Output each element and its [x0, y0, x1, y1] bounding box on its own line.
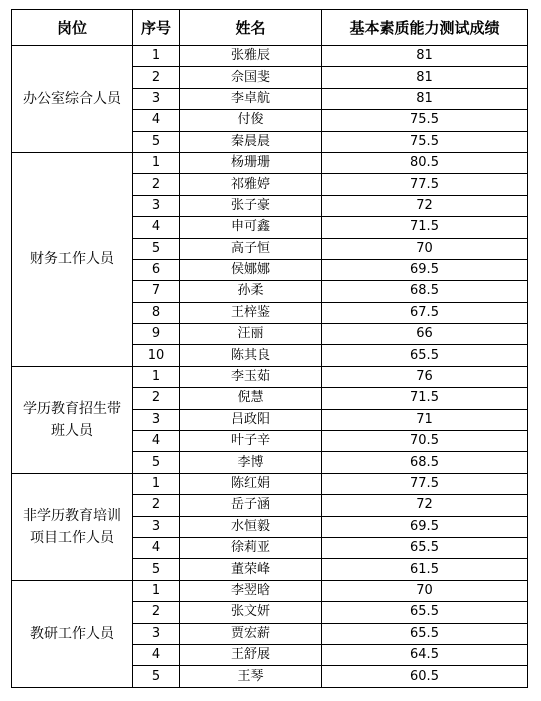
score-cell: 71 [322, 409, 528, 430]
header-seq: 序号 [133, 10, 180, 46]
position-cell: 非学历教育培训项目工作人员 [12, 473, 133, 580]
name-cell: 岳子涵 [180, 495, 322, 516]
position-cell: 学历教育招生带班人员 [12, 366, 133, 473]
score-cell: 68.5 [322, 281, 528, 302]
score-cell: 77.5 [322, 174, 528, 195]
name-cell: 杨珊珊 [180, 152, 322, 173]
header-row [12, 10, 528, 46]
name-cell: 李翌晗 [180, 580, 322, 601]
seq-cell: 3 [133, 409, 180, 430]
seq-cell: 1 [133, 473, 180, 494]
position-cell: 办公室综合人员 [12, 46, 133, 153]
seq-cell: 1 [133, 366, 180, 387]
score-cell: 65.5 [322, 345, 528, 366]
seq-cell: 4 [133, 431, 180, 452]
position-cell: 教研工作人员 [12, 580, 133, 687]
name-cell: 秦晨晨 [180, 131, 322, 152]
name-cell: 张雅辰 [180, 46, 322, 67]
name-cell: 吕政阳 [180, 409, 322, 430]
score-cell: 72 [322, 195, 528, 216]
score-cell: 71.5 [322, 217, 528, 238]
seq-cell: 5 [133, 452, 180, 473]
name-cell: 王琴 [180, 666, 322, 687]
score-cell: 70 [322, 238, 528, 259]
name-cell: 王舒展 [180, 644, 322, 665]
name-cell: 倪慧 [180, 388, 322, 409]
name-cell: 祁雅婷 [180, 174, 322, 195]
seq-cell: 1 [133, 580, 180, 601]
score-cell: 65.5 [322, 602, 528, 623]
score-cell: 81 [322, 88, 528, 109]
name-cell: 李博 [180, 452, 322, 473]
seq-cell: 1 [133, 46, 180, 67]
score-cell: 81 [322, 46, 528, 67]
seq-cell: 1 [133, 152, 180, 173]
name-cell: 徐莉亚 [180, 537, 322, 558]
score-cell: 80.5 [322, 152, 528, 173]
score-cell: 75.5 [322, 110, 528, 131]
seq-cell: 4 [133, 217, 180, 238]
score-cell: 65.5 [322, 623, 528, 644]
score-cell: 81 [322, 67, 528, 88]
seq-cell: 4 [133, 110, 180, 131]
name-cell: 佘国斐 [180, 67, 322, 88]
seq-cell: 3 [133, 516, 180, 537]
name-cell: 王梓鉴 [180, 302, 322, 323]
seq-cell: 9 [133, 324, 180, 345]
name-cell: 李卓航 [180, 88, 322, 109]
header-name: 姓名 [180, 10, 322, 46]
score-cell: 61.5 [322, 559, 528, 580]
seq-cell: 2 [133, 388, 180, 409]
seq-cell: 5 [133, 666, 180, 687]
name-cell: 汪丽 [180, 324, 322, 345]
seq-cell: 3 [133, 623, 180, 644]
score-cell: 69.5 [322, 516, 528, 537]
name-cell: 陈红娟 [180, 473, 322, 494]
name-cell: 董荣峰 [180, 559, 322, 580]
results-table [11, 9, 528, 688]
name-cell: 李玉茹 [180, 366, 322, 387]
name-cell: 孙柔 [180, 281, 322, 302]
seq-cell: 8 [133, 302, 180, 323]
seq-cell: 4 [133, 644, 180, 665]
score-cell: 64.5 [322, 644, 528, 665]
score-cell: 70.5 [322, 431, 528, 452]
seq-cell: 2 [133, 602, 180, 623]
score-cell: 77.5 [322, 473, 528, 494]
name-cell: 叶子辛 [180, 431, 322, 452]
score-cell: 70 [322, 580, 528, 601]
score-cell: 60.5 [322, 666, 528, 687]
name-cell: 付俊 [180, 110, 322, 131]
seq-cell: 7 [133, 281, 180, 302]
seq-cell: 5 [133, 238, 180, 259]
name-cell: 申可鑫 [180, 217, 322, 238]
seq-cell: 3 [133, 195, 180, 216]
seq-cell: 4 [133, 537, 180, 558]
seq-cell: 2 [133, 174, 180, 195]
table-row [12, 152, 528, 173]
name-cell: 侯娜娜 [180, 259, 322, 280]
header-score: 基本素质能力测试成绩 [322, 10, 528, 46]
name-cell: 陈其良 [180, 345, 322, 366]
score-cell: 71.5 [322, 388, 528, 409]
name-cell: 张子豪 [180, 195, 322, 216]
name-cell: 水恒毅 [180, 516, 322, 537]
table-row [12, 366, 528, 387]
score-cell: 72 [322, 495, 528, 516]
name-cell: 高子恒 [180, 238, 322, 259]
score-cell: 67.5 [322, 302, 528, 323]
score-cell: 66 [322, 324, 528, 345]
name-cell: 张文妍 [180, 602, 322, 623]
table-body [12, 46, 528, 688]
seq-cell: 5 [133, 131, 180, 152]
seq-cell: 5 [133, 559, 180, 580]
header-position: 岗位 [12, 10, 133, 46]
score-cell: 68.5 [322, 452, 528, 473]
seq-cell: 3 [133, 88, 180, 109]
seq-cell: 2 [133, 67, 180, 88]
seq-cell: 2 [133, 495, 180, 516]
score-cell: 65.5 [322, 537, 528, 558]
score-cell: 76 [322, 366, 528, 387]
table-row [12, 473, 528, 494]
table-row [12, 580, 528, 601]
score-cell: 69.5 [322, 259, 528, 280]
table-header [12, 10, 528, 46]
seq-cell: 10 [133, 345, 180, 366]
table-row [12, 46, 528, 67]
name-cell: 贾宏薪 [180, 623, 322, 644]
score-cell: 75.5 [322, 131, 528, 152]
seq-cell: 6 [133, 259, 180, 280]
position-cell: 财务工作人员 [12, 152, 133, 366]
